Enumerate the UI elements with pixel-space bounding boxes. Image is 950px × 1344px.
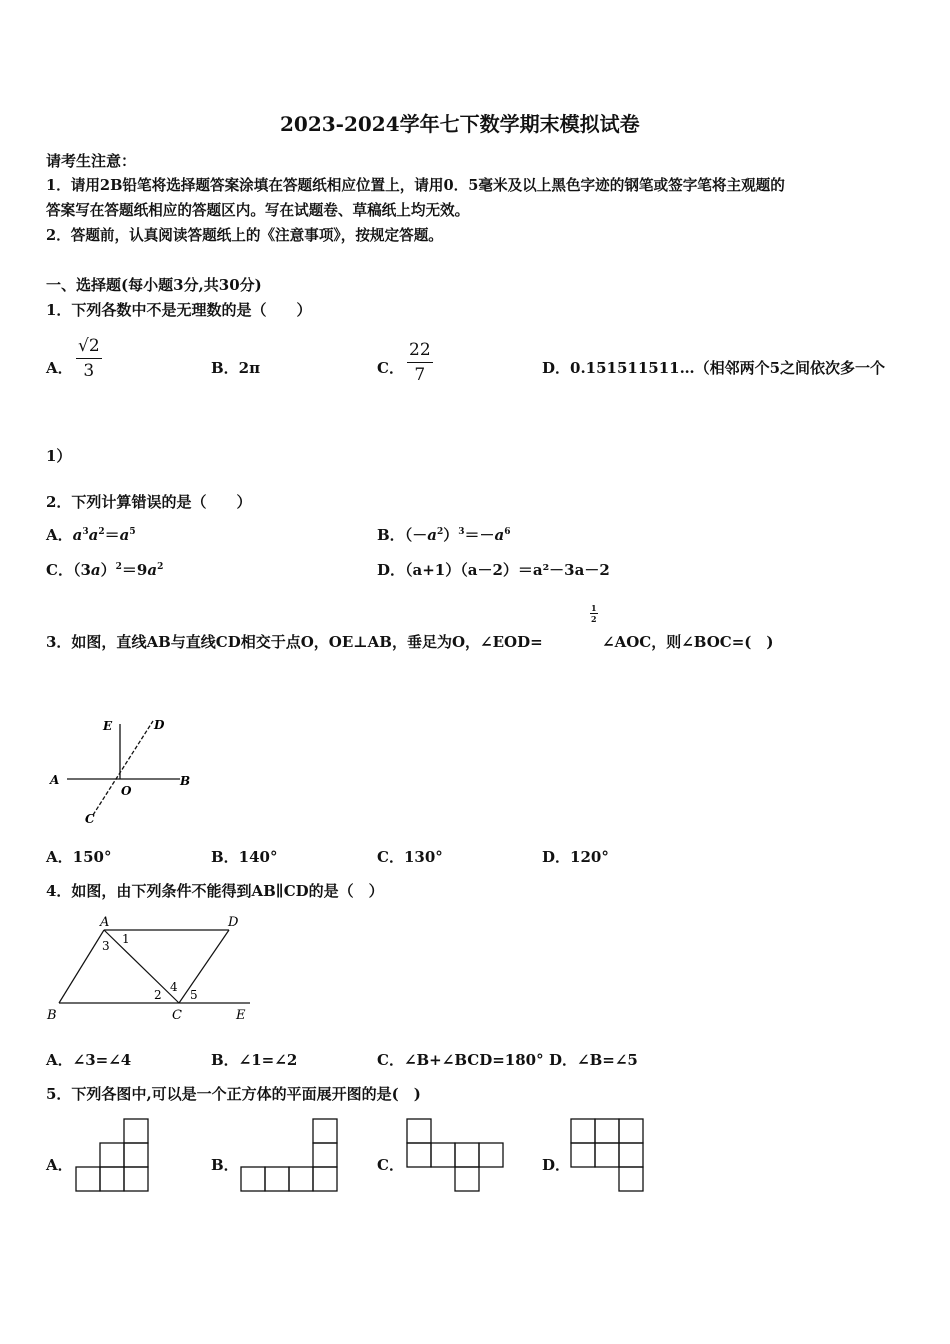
segment-ac (104, 930, 179, 1003)
q5-net-b[interactable] (241, 1117, 341, 1192)
label-o: O (121, 784, 132, 798)
label-d: D (228, 915, 239, 930)
q1-option-d[interactable]: D．0.151511511…（相邻两个5之间依次多一个 (542, 359, 886, 377)
label-a: A (50, 773, 60, 787)
q2-option-c[interactable]: C．$(3a)^2=9a^2$ (46, 561, 164, 579)
angle-5: 5 (190, 988, 198, 1002)
q5-net-c[interactable] (407, 1117, 507, 1192)
q2-option-a[interactable]: A．$a^3a^2=a^5$ (46, 526, 136, 544)
q1-stem: 1．下列各数中不是无理数的是（ ） (46, 301, 312, 319)
option-label: A． (46, 526, 73, 544)
q1-option-d-cont: 1） (46, 447, 72, 465)
q3-option-b[interactable]: B．140° (211, 848, 278, 866)
q3-option-a[interactable]: A．150° (46, 848, 112, 866)
q3-stem-start: 3．如图，直线AB与直线CD相交于点O，OE⊥AB，垂足为O，∠EOD= (46, 633, 543, 651)
label-e: E (103, 719, 113, 733)
notice-item-1-cont: 答案写在答题纸相应的答题区内。写在试题卷、草稿纸上均无效。 (46, 202, 470, 219)
q4-option-b[interactable]: B．∠1=∠2 (211, 1051, 298, 1069)
label-e: E (236, 1008, 246, 1023)
option-label: C． (46, 561, 73, 579)
label-c: C (172, 1008, 182, 1023)
page-title: 2023-2024学年七下数学期末模拟试卷 (280, 112, 640, 136)
option-label: D． (377, 561, 406, 579)
q4-option-c[interactable]: C．∠B+∠BCD=180° (377, 1051, 544, 1069)
q3-stem-end: ∠AOC，则∠BOC=( ) (602, 633, 774, 651)
label-c: C (85, 812, 95, 826)
segment-dc (179, 930, 229, 1003)
q3-option-d[interactable]: D．120° (542, 848, 609, 866)
q2-stem: 2．下列计算错误的是（ ） (46, 493, 252, 511)
fraction-denominator: 2 (591, 614, 597, 624)
angle-2: 2 (154, 988, 162, 1002)
fraction-numerator: 1 (591, 603, 597, 613)
notice-item-1: 1．请用2B铅笔将选择题答案涂填在答题纸相应位置上，请用0．5毫米及以上黑色字迹的钢笔或签字笔将主观题的 (46, 177, 785, 194)
q5-option-b[interactable]: B． (211, 1156, 239, 1174)
fraction-numerator: √2 (76, 336, 102, 359)
q1-option-a-fraction[interactable] (76, 336, 102, 381)
fraction-numerator: 22 (407, 340, 433, 363)
notice-item-2: 2．答题前，认真阅读答题纸上的《注意事项》，按规定答题。 (46, 227, 443, 244)
label-d: D (154, 718, 165, 732)
q4-option-a[interactable]: A．∠3=∠4 (46, 1051, 132, 1069)
label-b: B (47, 1008, 57, 1023)
q4-stem: 4．如图，由下列条件不能得到AB∥CD的是（ ） (46, 882, 384, 900)
q4-figure (44, 910, 264, 1025)
fraction-denominator: 3 (83, 361, 95, 381)
q5-option-c[interactable]: C． (377, 1156, 404, 1174)
q3-figure (45, 712, 205, 827)
line-cd (93, 721, 153, 815)
q1-option-c-label[interactable]: C． (377, 359, 404, 377)
section-heading: 一、选择题(每小题3分,共30分) (46, 276, 262, 294)
q5-net-a[interactable] (76, 1117, 151, 1192)
q1-option-c-fraction[interactable] (407, 340, 433, 385)
q5-option-d[interactable]: D． (542, 1156, 571, 1174)
angle-1: 1 (122, 932, 130, 946)
fraction-denominator: 7 (414, 365, 426, 385)
q5-net-d[interactable] (571, 1117, 651, 1192)
label-a: A (100, 915, 110, 930)
label-b: B (180, 774, 191, 788)
q3-option-c[interactable]: C．130° (377, 848, 443, 866)
notice-heading: 请考生注意： (46, 152, 137, 170)
q3-fraction (590, 603, 598, 624)
q2-option-d[interactable] (377, 561, 610, 579)
segment-ab (59, 930, 104, 1003)
option-label: B． (377, 526, 405, 544)
angle-4: 4 (170, 980, 178, 994)
angle-3: 3 (102, 939, 110, 953)
option-text: （a+1）（a－2）＝a²－3a－2 (405, 561, 610, 579)
q2-option-b[interactable]: B．$(-a^2)^3=-a^6$ (377, 526, 511, 544)
q1-option-b[interactable]: B．2π (211, 359, 261, 377)
q5-stem: 5．下列各图中,可以是一个正方体的平面展开图的是( ) (46, 1085, 421, 1103)
q1-option-a-label[interactable]: A． (46, 359, 73, 377)
q4-option-d[interactable]: D．∠B=∠5 (549, 1051, 638, 1069)
q5-option-a[interactable]: A． (46, 1156, 73, 1174)
